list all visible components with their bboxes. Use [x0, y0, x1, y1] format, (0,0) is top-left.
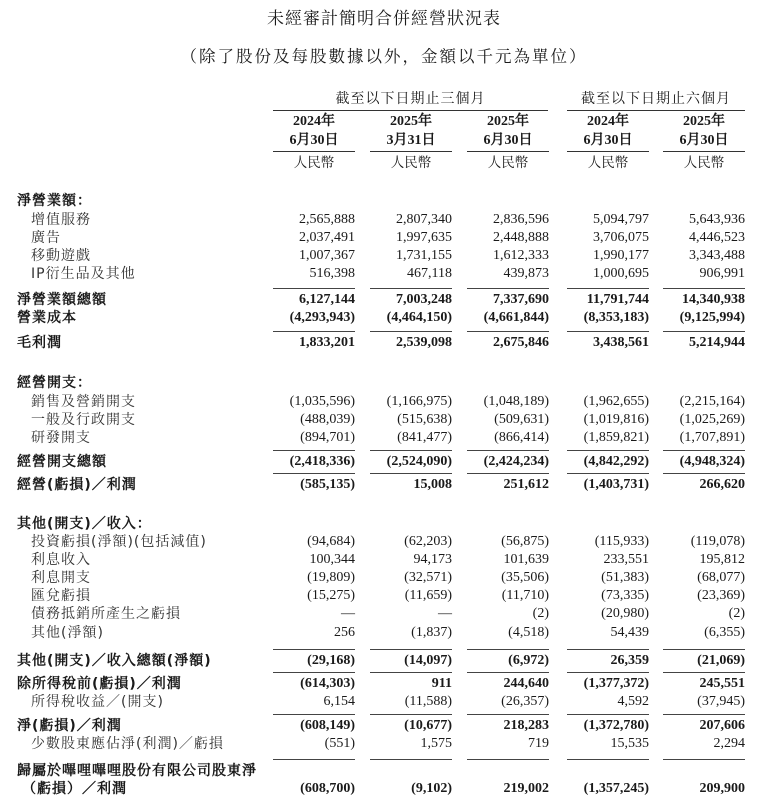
cell-value: (1,048,189) [483, 394, 549, 409]
cell-value: 516,398 [309, 266, 355, 281]
cell-value: (35,506) [501, 570, 549, 585]
cell-value: (1,707,891) [679, 430, 745, 445]
cell-value: 1,997,635 [396, 230, 452, 245]
cell-value: (1,357,245) [583, 781, 649, 796]
cell-value: (9,125,994) [679, 310, 745, 325]
cell-value: 207,606 [699, 718, 745, 733]
cell-value: (2,418,336) [289, 454, 355, 469]
subtotal-rule [273, 331, 355, 332]
subtotal-rule [273, 759, 355, 760]
table-row [0, 291, 768, 309]
group-header-six-months: 截至以下日期止六個月 [567, 88, 745, 111]
subtotal-rule [467, 473, 549, 474]
table-row [0, 247, 768, 265]
table-row [0, 675, 768, 693]
subtotal-rule [663, 672, 745, 673]
cell-value: 1,612,333 [493, 248, 549, 263]
cell-value: 209,900 [699, 781, 745, 796]
row-label: 經營開支總額 [17, 454, 107, 470]
cell-value: (29,168) [307, 653, 355, 668]
subtotal-rule [273, 473, 355, 474]
column-currency: 人民幣 [683, 155, 725, 171]
table-row [0, 551, 768, 569]
column-header-1 [273, 112, 355, 173]
column-date: 6月30日 [567, 131, 649, 152]
cell-value: (509,631) [494, 412, 549, 427]
cell-value: 2,836,596 [493, 212, 549, 227]
row-label: 銷售及營銷開支 [31, 394, 136, 410]
column-year: 2024年 [293, 114, 335, 129]
cell-value: (6,972) [508, 653, 549, 668]
subtotal-rule [370, 672, 452, 673]
cell-value: 101,639 [503, 552, 549, 567]
cell-value: 5,094,797 [593, 212, 649, 227]
cell-value: (32,571) [404, 570, 452, 585]
subtotal-rule [567, 288, 649, 289]
row-label: 淨營業額： [17, 193, 92, 209]
table-row [0, 652, 768, 670]
cell-value: 2,807,340 [396, 212, 452, 227]
cell-value: (73,335) [601, 588, 649, 603]
cell-value: (2,524,090) [386, 454, 452, 469]
column-header-3 [467, 112, 549, 173]
column-date: 6月30日 [273, 131, 355, 152]
cell-value: (614,303) [300, 676, 355, 691]
table-row [0, 587, 768, 605]
table-row [0, 453, 768, 471]
subtotal-rule [663, 473, 745, 474]
table-row [0, 569, 768, 587]
cell-value: (1,035,596) [289, 394, 355, 409]
row-label: 增值服務 [31, 212, 91, 228]
table-row [0, 265, 768, 283]
cell-value: (1,166,975) [386, 394, 452, 409]
cell-value: (26,357) [501, 694, 549, 709]
cell-value: (1,025,269) [679, 412, 745, 427]
row-label: 淨營業額總額 [17, 292, 107, 308]
cell-value: 439,873 [503, 266, 549, 281]
row-label: 廣告 [31, 230, 61, 246]
cell-value: (37,945) [697, 694, 745, 709]
subtotal-rule [663, 714, 745, 715]
group-header-three-months: 截至以下日期止三個月 [273, 88, 548, 111]
subtotal-rule [663, 450, 745, 451]
subtotal-rule [567, 759, 649, 760]
cell-value: 2,539,098 [396, 335, 452, 350]
row-label: 研發開支 [31, 430, 91, 446]
row-label: 經營開支： [17, 375, 92, 391]
subtotal-rule [567, 450, 649, 451]
cell-value: 1,007,367 [299, 248, 355, 263]
column-currency: 人民幣 [487, 155, 529, 171]
cell-value: 1,575 [420, 736, 452, 751]
table-row [0, 211, 768, 229]
cell-value: (51,383) [601, 570, 649, 585]
table-row [0, 717, 768, 735]
subtotal-rule [567, 714, 649, 715]
cell-value: 5,214,944 [689, 335, 745, 350]
cell-value: (9,102) [411, 781, 452, 796]
cell-value: 911 [431, 676, 452, 691]
subtotal-rule [663, 649, 745, 650]
cell-value: 2,565,888 [299, 212, 355, 227]
cell-value: (6,355) [704, 625, 745, 640]
cell-value: (1,019,816) [583, 412, 649, 427]
table-row [0, 533, 768, 551]
subtotal-rule [663, 288, 745, 289]
cell-value: (56,875) [501, 534, 549, 549]
table-row [0, 515, 768, 533]
row-label: 一般及行政開支 [31, 412, 136, 428]
cell-value: (68,077) [697, 570, 745, 585]
cell-value: (15,275) [307, 588, 355, 603]
subtotal-rule [273, 672, 355, 673]
subtotal-rule [467, 714, 549, 715]
table-row [0, 605, 768, 623]
cell-value: 6,127,144 [299, 292, 355, 307]
cell-value: 4,446,523 [689, 230, 745, 245]
row-label: IP衍生品及其他 [31, 266, 136, 282]
subtotal-rule [370, 288, 452, 289]
cell-value: 11,791,744 [586, 292, 649, 307]
cell-value: 245,551 [699, 676, 745, 691]
table-row [0, 429, 768, 447]
column-header-4 [567, 112, 649, 173]
cell-value: 219,002 [503, 781, 549, 796]
cell-value: (866,414) [494, 430, 549, 445]
column-currency: 人民幣 [390, 155, 432, 171]
table-row [0, 411, 768, 429]
row-label: （虧損）／利潤 [22, 781, 127, 797]
cell-value: (1,372,780) [583, 718, 649, 733]
subtotal-rule [273, 649, 355, 650]
subtotal-rule [467, 649, 549, 650]
cell-value: 266,620 [699, 477, 745, 492]
table-row [0, 192, 768, 210]
cell-value: 26,359 [610, 653, 649, 668]
subtotal-rule [370, 759, 452, 760]
cell-value: 233,551 [603, 552, 649, 567]
cell-value: (1,859,821) [583, 430, 649, 445]
subtotal-rule [663, 759, 745, 760]
row-label: 其他(開支)／收入： [17, 516, 152, 532]
cell-value: 15,535 [610, 736, 649, 751]
cell-value: (608,149) [300, 718, 355, 733]
subtotal-rule [467, 288, 549, 289]
cell-value: 2,294 [713, 736, 745, 751]
row-label: 匯兌虧損 [31, 588, 91, 604]
cell-value: 195,812 [699, 552, 745, 567]
subtotal-rule [467, 759, 549, 760]
cell-value: (62,203) [404, 534, 452, 549]
cell-value: 719 [528, 736, 549, 751]
cell-value: 244,640 [503, 676, 549, 691]
cell-value: (4,842,292) [583, 454, 649, 469]
cell-value: 6,154 [323, 694, 355, 709]
cell-value: (21,069) [697, 653, 745, 668]
table-row [0, 229, 768, 247]
table-row [0, 393, 768, 411]
cell-value: 467,118 [407, 266, 452, 281]
table-row [0, 762, 768, 780]
cell-value: (1,962,655) [583, 394, 649, 409]
cell-value: 1,990,177 [593, 248, 649, 263]
cell-value: 54,439 [610, 625, 649, 640]
subtotal-rule [273, 714, 355, 715]
subtotal-rule [370, 450, 452, 451]
column-date: 6月30日 [663, 131, 745, 152]
cell-value: (2) [532, 606, 549, 621]
cell-value: 3,343,488 [689, 248, 745, 263]
cell-value: (1,377,372) [583, 676, 649, 691]
cell-value: (4,464,150) [386, 310, 452, 325]
subtotal-rule [567, 649, 649, 650]
cell-value: (551) [324, 736, 355, 751]
cell-value: (4,661,844) [483, 310, 549, 325]
cell-value: 15,008 [413, 477, 452, 492]
row-label: 債務抵銷所產生之虧損 [31, 606, 181, 622]
cell-value: 906,991 [699, 266, 745, 281]
cell-value: (4,948,324) [679, 454, 745, 469]
subtotal-rule [273, 450, 355, 451]
cell-value: (14,097) [404, 653, 452, 668]
cell-value: 1,731,155 [396, 248, 452, 263]
cell-value: 2,448,888 [493, 230, 549, 245]
cell-value: (20,980) [601, 606, 649, 621]
column-date: 6月30日 [467, 131, 549, 152]
document-title: 未經審計簡明合併經營狀況表 [267, 9, 501, 29]
column-year: 2025年 [683, 114, 725, 129]
row-label: 少數股東應佔淨(利潤)／虧損 [31, 736, 224, 752]
cell-value: 218,283 [503, 718, 549, 733]
subtotal-rule [370, 714, 452, 715]
row-label: 移動遊戲 [31, 248, 91, 264]
row-label: 淨(虧損)／利潤 [17, 718, 122, 734]
row-label: 除所得稅前(虧損)／利潤 [17, 676, 182, 692]
cell-value: (608,700) [300, 781, 355, 796]
row-label: 所得稅收益／(開支) [31, 694, 164, 710]
cell-value: 7,337,690 [493, 292, 549, 307]
table-row [0, 780, 768, 798]
cell-value: 1,000,695 [593, 266, 649, 281]
column-currency: 人民幣 [293, 155, 335, 171]
table-row [0, 476, 768, 494]
cell-value: 4,592 [617, 694, 649, 709]
cell-value: 5,643,936 [689, 212, 745, 227]
subtotal-rule [370, 473, 452, 474]
table-row [0, 624, 768, 642]
cell-value: 256 [334, 625, 355, 640]
cell-value: (2,215,164) [679, 394, 745, 409]
cell-value: (2,424,234) [483, 454, 549, 469]
cell-value: (11,659) [404, 588, 452, 603]
cell-value: (19,809) [307, 570, 355, 585]
cell-value: (11,710) [501, 588, 549, 603]
subtotal-rule [467, 331, 549, 332]
cell-value: 100,344 [309, 552, 355, 567]
cell-value: — [341, 606, 355, 621]
cell-value: (4,518) [508, 625, 549, 640]
cell-value: 2,037,491 [299, 230, 355, 245]
column-date: 3月31日 [370, 131, 452, 152]
cell-value: (1,837) [411, 625, 452, 640]
row-label: 毛利潤 [17, 335, 62, 351]
table-row [0, 693, 768, 711]
cell-value: (94,684) [307, 534, 355, 549]
cell-value: 3,438,561 [593, 335, 649, 350]
cell-value: 3,706,075 [593, 230, 649, 245]
column-year: 2024年 [587, 114, 629, 129]
subtotal-rule [567, 473, 649, 474]
cell-value: (8,353,183) [583, 310, 649, 325]
subtotal-rule [273, 288, 355, 289]
cell-value: 7,003,248 [396, 292, 452, 307]
cell-value: (10,677) [404, 718, 452, 733]
row-label: 經營(虧損)／利潤 [17, 477, 137, 493]
cell-value: (23,369) [697, 588, 745, 603]
cell-value: (119,078) [690, 534, 745, 549]
column-header-5 [663, 112, 745, 173]
cell-value: (2) [728, 606, 745, 621]
subtotal-rule [467, 450, 549, 451]
subtotal-rule [567, 672, 649, 673]
subtotal-rule [567, 331, 649, 332]
cell-value: (115,933) [594, 534, 649, 549]
row-label: 其他(淨額) [31, 625, 104, 641]
cell-value: (894,701) [300, 430, 355, 445]
column-year: 2025年 [487, 114, 529, 129]
column-year: 2025年 [390, 114, 432, 129]
row-label: 其他(開支)／收入總額(淨額) [17, 653, 212, 669]
row-label: 營業成本 [17, 310, 77, 326]
subtotal-rule [370, 331, 452, 332]
document-subtitle: （除了股份及每股數據以外，金額以千元為單位） [180, 47, 588, 66]
cell-value: 94,173 [413, 552, 452, 567]
subtotal-rule [370, 649, 452, 650]
table-row [0, 735, 768, 753]
cell-value: (11,588) [404, 694, 452, 709]
cell-value: (1,403,731) [583, 477, 649, 492]
table-row [0, 374, 768, 392]
cell-value: (4,293,943) [289, 310, 355, 325]
table-row [0, 309, 768, 327]
cell-value: 1,833,201 [299, 335, 355, 350]
cell-value: 14,340,938 [682, 292, 745, 307]
row-label: 利息開支 [31, 570, 91, 586]
cell-value: (841,477) [397, 430, 452, 445]
cell-value: (585,135) [300, 477, 355, 492]
subtotal-rule [467, 672, 549, 673]
row-label: 利息收入 [31, 552, 91, 568]
column-currency: 人民幣 [587, 155, 629, 171]
row-label: 投資虧損(淨額)(包括減值) [31, 534, 207, 550]
subtotal-rule [663, 331, 745, 332]
row-label: 歸屬於嗶哩嗶哩股份有限公司股東淨 [17, 763, 257, 779]
cell-value: (488,039) [300, 412, 355, 427]
cell-value: 251,612 [503, 477, 549, 492]
table-row [0, 334, 768, 352]
cell-value: 2,675,846 [493, 335, 549, 350]
column-header-2 [370, 112, 452, 173]
cell-value: (515,638) [397, 412, 452, 427]
cell-value: — [438, 606, 452, 621]
